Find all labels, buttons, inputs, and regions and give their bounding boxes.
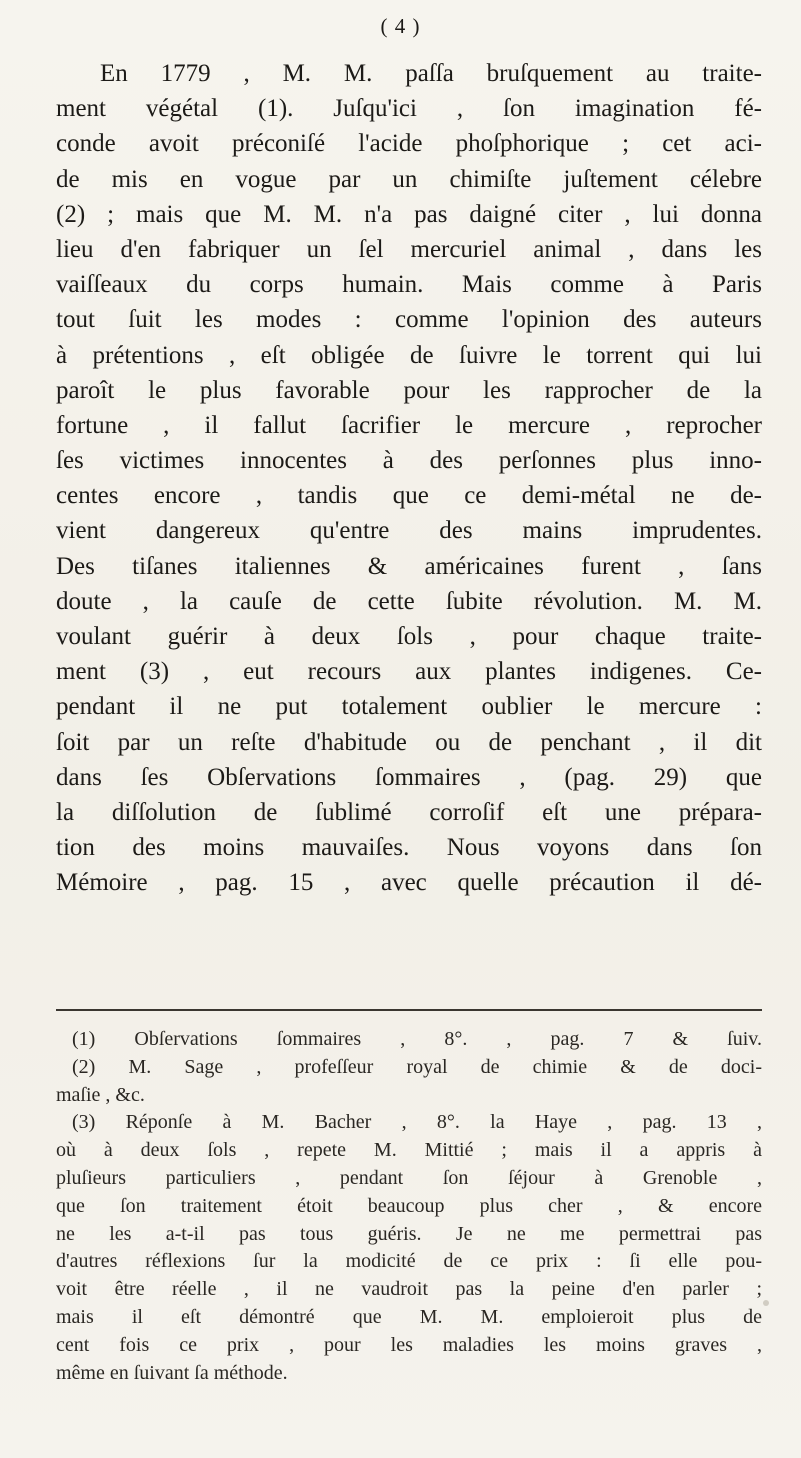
footnote-line: que ſon traitement étoit beaucoup plus cher , & encore bbox=[56, 1194, 762, 1217]
text-line: doute , la cauſe de cette ſubite révolution. M. M. bbox=[56, 587, 762, 615]
text-line: tion des moins mauvaiſes. Nous voyons dans ſon bbox=[56, 834, 762, 862]
text-line: Mémoire , pag. 15 , avec quelle précaution il dé- bbox=[56, 869, 762, 897]
text-line: (2) ; mais que M. M. n'a pas daigné citer , lui donna bbox=[56, 200, 762, 228]
text-line: Des tiſanes italiennes & américaines furent , ſans bbox=[56, 552, 762, 580]
text-line: la diſſolution de ſublimé corroſif eſt une prépara- bbox=[56, 798, 762, 826]
text-line: vient dangereux qu'entre des mains imprudentes. bbox=[56, 517, 762, 545]
main-text-block bbox=[56, 56, 762, 901]
text-line: ment végétal (1). Juſqu'ici , ſon imagination fé- bbox=[56, 95, 762, 123]
text-line: dans ſes Obſervations ſommaires , (pag. 29) que bbox=[56, 763, 762, 791]
footnote-line: où à deux ſols , repete M. Mittié ; mais il a appris à bbox=[56, 1139, 762, 1162]
text-line: conde avoit préconiſé l'acide phoſphorique ; cet aci- bbox=[56, 130, 762, 158]
text-line: ſes victimes innocentes à des perſonnes plus inno- bbox=[56, 447, 762, 475]
page-number: ( 4 ) bbox=[380, 14, 421, 38]
text-line: vaiſſeaux du corps humain. Mais comme à Paris bbox=[56, 271, 762, 299]
footnote-line: mais il eſt démontré que M. M. emploieroit plus de bbox=[56, 1305, 762, 1328]
footnote-line: d'autres réflexions ſur la modicité de ce prix : ſi elle pou- bbox=[56, 1250, 762, 1273]
text-line: ment (3) , eut recours aux plantes indigenes. Ce- bbox=[56, 658, 762, 686]
text-line: paroît le plus favorable pour les rapprocher de la bbox=[56, 376, 762, 404]
footnote-line: pluſieurs particuliers , pendant ſon ſéjour à Grenoble , bbox=[56, 1166, 762, 1189]
footnote-line: même en ſuivant ſa méthode. bbox=[56, 1361, 288, 1384]
text-line: ſoit par un reſte d'habitude ou de penchant , il dit bbox=[56, 728, 762, 756]
footnote-line: maſie , &c. bbox=[56, 1083, 145, 1106]
footnote-line: cent fois ce prix , pour les maladies les moins graves , bbox=[56, 1333, 762, 1356]
footnotes-block bbox=[56, 1026, 762, 1387]
footnote-divider bbox=[56, 1009, 762, 1011]
footnote-line: (2) M. Sage , profeſſeur royal de chimie & de doci- bbox=[72, 1055, 762, 1078]
footnote-line: voit être réelle , il ne vaudroit pas la peine d'en parler ; bbox=[56, 1278, 762, 1301]
text-line: En 1779 , M. M. paſſa bruſquement au traite- bbox=[100, 60, 762, 87]
text-line: lieu d'en fabriquer un ſel mercuriel animal , dans les bbox=[56, 235, 762, 263]
text-line: tout ſuit les modes : comme l'opinion des auteurs bbox=[56, 306, 762, 334]
footnote-line: (1) Obſervations ſommaires , 8°. , pag. 7 & ſuiv. bbox=[72, 1028, 762, 1050]
text-line: fortune , il fallut ſacrifier le mercure , reprocher bbox=[56, 411, 762, 439]
text-line: voulant guérir à deux ſols , pour chaque traite- bbox=[56, 623, 762, 650]
footnote-line: ne les a-t-il pas tous guéris. Je ne me permettrai pas bbox=[56, 1222, 762, 1245]
text-line: centes encore , tandis que ce demi-métal ne de- bbox=[56, 482, 762, 510]
text-line: de mis en vogue par un chimiſte juſtement célebre bbox=[56, 165, 762, 193]
text-line: à prétentions , eſt obligée de ſuivre le torrent qui lui bbox=[56, 341, 762, 369]
text-line: pendant il ne put totalement oublier le mercure : bbox=[56, 693, 762, 721]
footnote-line: (3) Réponſe à M. Bacher , 8°. la Haye , pag. 13 , bbox=[72, 1111, 762, 1134]
paper-speck bbox=[763, 1300, 769, 1306]
